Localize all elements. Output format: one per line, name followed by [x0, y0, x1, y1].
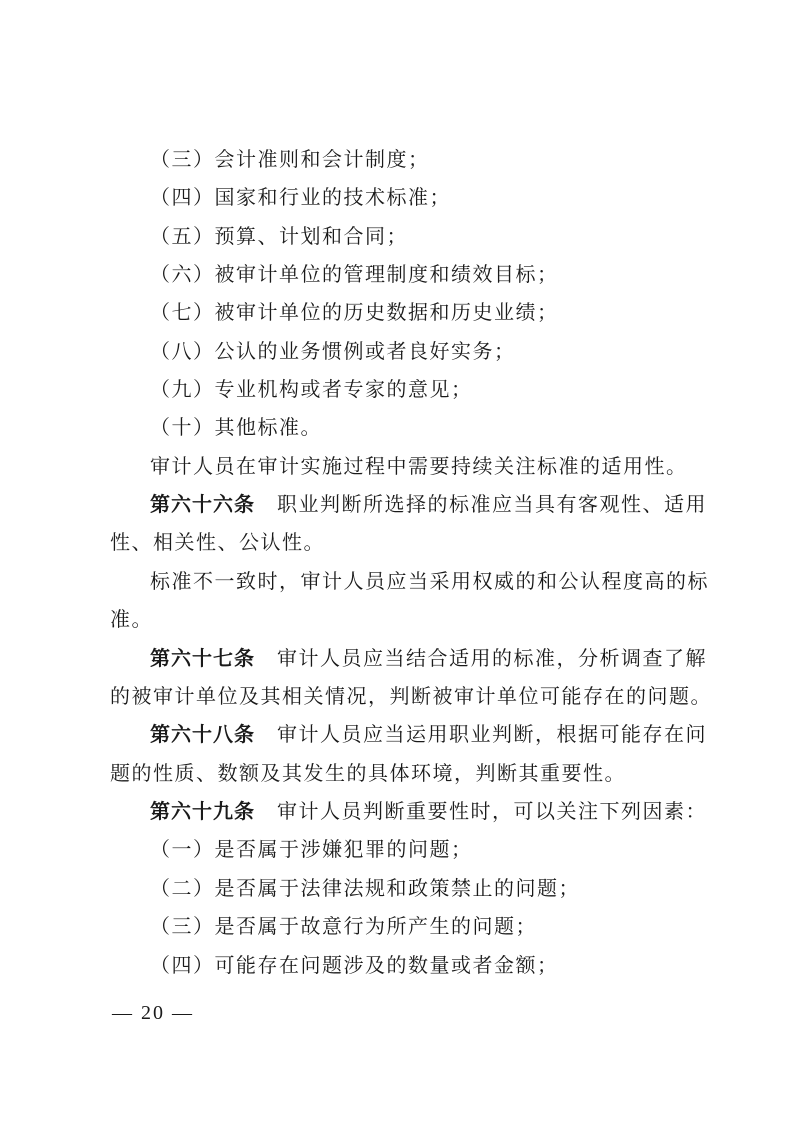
list-item: （三）会计准则和会计制度； [150, 147, 430, 171]
article-text: 审计人员应当结合适用的标准，分析调查了解 [277, 646, 707, 670]
article-heading: 第六十七条 [150, 646, 255, 670]
article-text: 审计人员判断重要性时，可以关注下列因素： [277, 799, 707, 823]
article-66 [110, 492, 730, 516]
article-text: 职业判断所选择的标准应当具有客观性、适用 [277, 492, 707, 516]
page-number: — 20 — [112, 1002, 194, 1024]
list-item: （七）被审计单位的历史数据和历史业绩； [150, 300, 559, 324]
article-text-continued: 性、相关性、公认性。 [110, 530, 325, 554]
article-heading: 第六十六条 [150, 492, 255, 516]
list-item: （四）可能存在问题涉及的数量或者金额； [150, 953, 559, 977]
list-item: （十）其他标准。 [150, 415, 322, 439]
list-item: （八）公认的业务惯例或者良好实务； [150, 339, 516, 363]
article-heading: 第六十八条 [150, 722, 255, 746]
paragraph-continued: 准。 [110, 607, 153, 631]
article-heading: 第六十九条 [150, 799, 255, 823]
article-text-continued: 题的性质、数额及其发生的具体环境，判断其重要性。 [110, 761, 626, 785]
article-text-continued: 的被审计单位及其相关情况，判断被审计单位可能存在的问题。 [110, 684, 712, 708]
list-item: （四）国家和行业的技术标准； [150, 185, 451, 209]
article-68 [110, 722, 730, 746]
article-text: 审计人员应当运用职业判断，根据可能存在问 [277, 722, 707, 746]
list-item: （九）专业机构或者专家的意见； [150, 377, 473, 401]
article-69 [110, 799, 730, 823]
list-item: （六）被审计单位的管理制度和绩效目标； [150, 262, 559, 286]
list-item: （三）是否属于故意行为所产生的问题； [150, 914, 537, 938]
article-67 [110, 646, 730, 670]
paragraph: 审计人员在审计实施过程中需要持续关注标准的适用性。 [150, 454, 688, 478]
list-item: （一）是否属于涉嫌犯罪的问题； [150, 837, 473, 861]
paragraph: 标准不一致时，审计人员应当采用权威的和公认程度高的标 [150, 569, 709, 593]
list-item: （二）是否属于法律法规和政策禁止的问题； [150, 876, 580, 900]
list-item: （五）预算、计划和合同； [150, 224, 408, 248]
